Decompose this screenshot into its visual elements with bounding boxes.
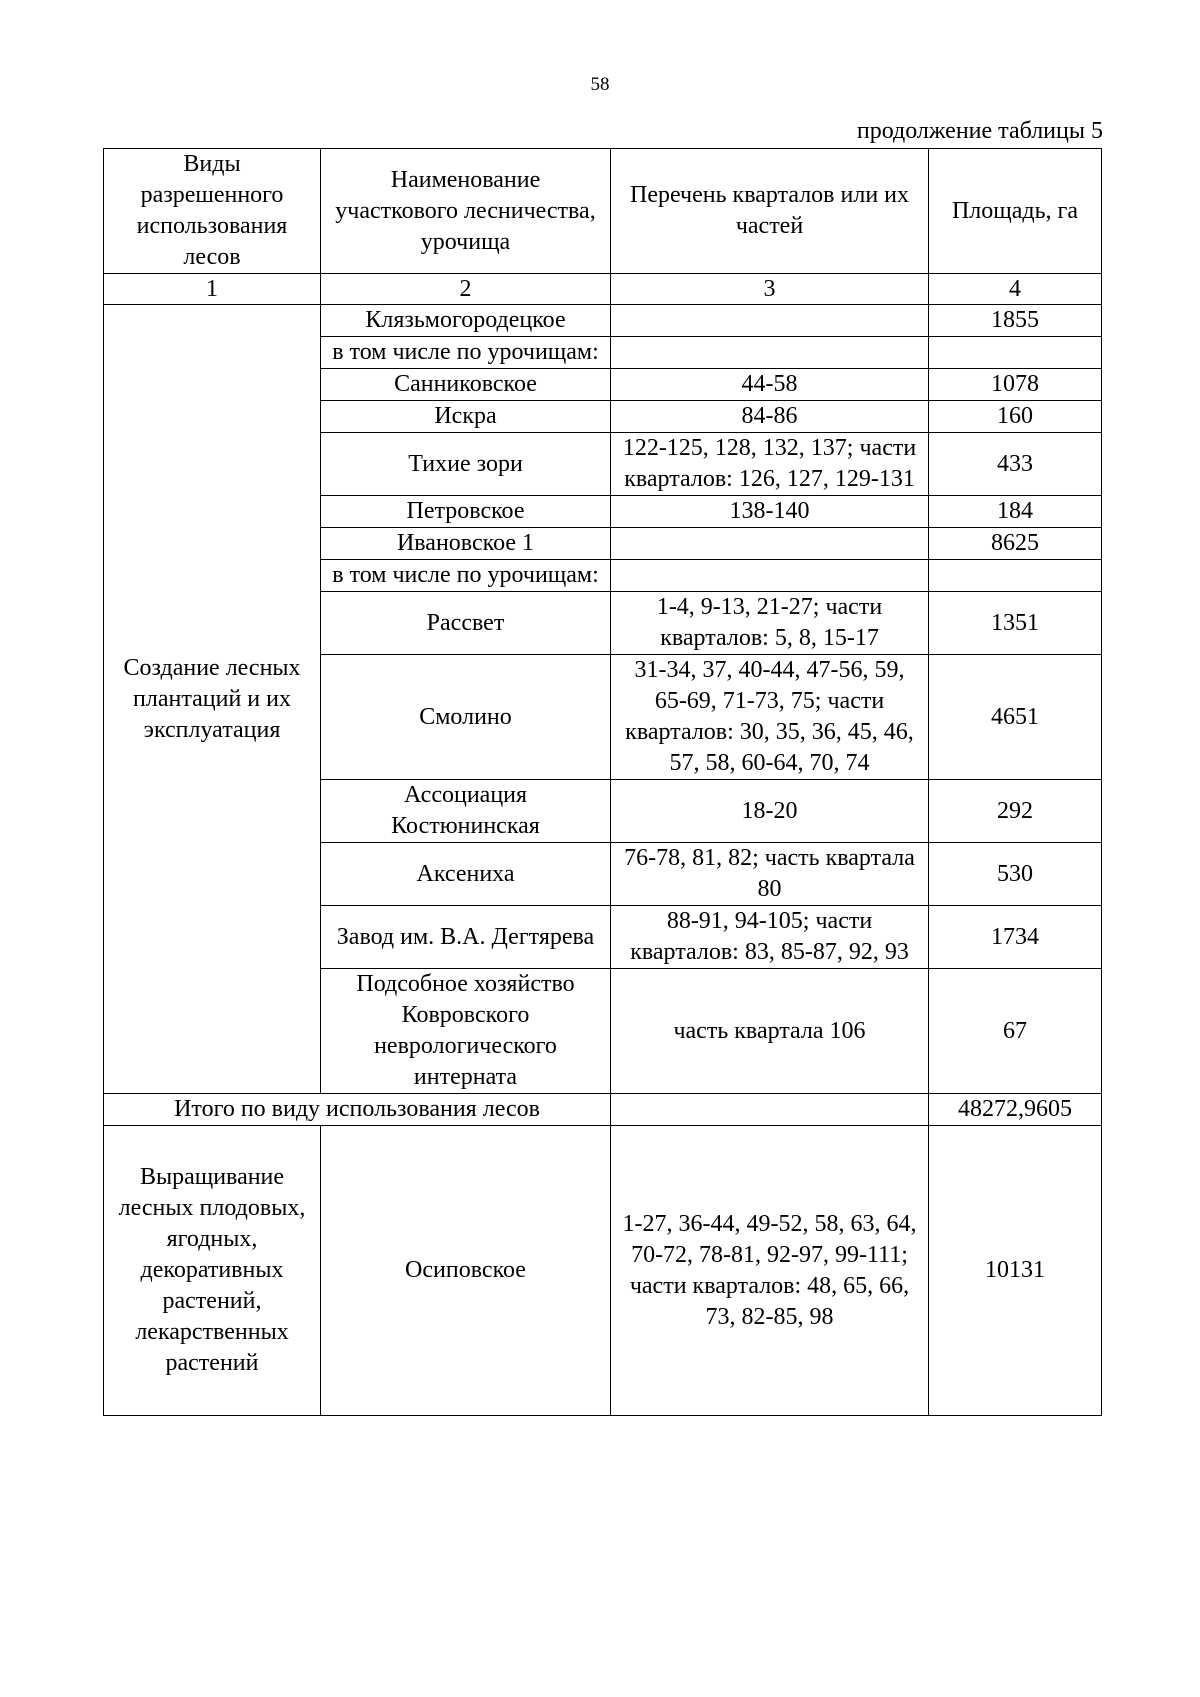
area-cell (929, 337, 1102, 369)
quarters-cell: 18-20 (611, 780, 929, 843)
column-number: 3 (611, 274, 929, 305)
table-row (104, 1126, 1102, 1416)
area-cell: 8625 (929, 528, 1102, 560)
column-number: 2 (321, 274, 611, 305)
forestry-name-cell: Завод им. В.А. Дегтярева (321, 906, 611, 969)
quarters-cell: 1-27, 36-44, 49-52, 58, 63, 64, 70-72, 78-81, 92-97, 99-111; части кварталов: 48, 65, 66, 73, 82-85, 98 (611, 1126, 929, 1416)
header-area: Площадь, га (929, 149, 1102, 274)
forestry-name-cell: Петровское (321, 496, 611, 528)
forestry-name-cell: в том числе по урочищам: (321, 337, 611, 369)
forestry-name-cell: Подсобное хозяйство Ковровского неврологического интерната (321, 969, 611, 1094)
total-label: Итого по виду использования лесов (104, 1094, 611, 1126)
quarters-cell: 138-140 (611, 496, 929, 528)
quarters-cell (611, 560, 929, 592)
forestry-name-cell: Рассвет (321, 592, 611, 655)
page-number: 58 (590, 74, 610, 95)
table-continuation-caption: продолжение таблицы 5 (856, 118, 1103, 144)
quarters-cell: 31-34, 37, 40-44, 47-56, 59, 65-69, 71-73, 75; части кварталов: 30, 35, 36, 45, 46, 57, 58, 60-64, 70, 74 (611, 655, 929, 780)
quarters-cell: 1-4, 9-13, 21-27; части кварталов: 5, 8, 15-17 (611, 592, 929, 655)
quarters-cell: часть квартала 106 (611, 969, 929, 1094)
area-cell: 1734 (929, 906, 1102, 969)
forestry-name-cell: Ивановское 1 (321, 528, 611, 560)
forestry-name-cell: Санниковское (321, 369, 611, 401)
area-cell: 160 (929, 401, 1102, 433)
usage-type-cell: Выращивание лесных плодовых, ягодных, декоративных растений, лекарственных растений (104, 1126, 321, 1416)
area-cell: 530 (929, 843, 1102, 906)
forestry-name-cell: Осиповское (321, 1126, 611, 1416)
area-cell: 10131 (929, 1126, 1102, 1416)
quarters-cell: 88-91, 94-105; части кварталов: 83, 85-87, 92, 93 (611, 906, 929, 969)
quarters-cell: 76-78, 81, 82; часть квартала 80 (611, 843, 929, 906)
quarters-cell: 122-125, 128, 132, 137; части кварталов: 126, 127, 129-131 (611, 433, 929, 496)
quarters-cell (611, 1094, 929, 1126)
forestry-name-cell: Ассоциация Костюнинская (321, 780, 611, 843)
area-cell: 67 (929, 969, 1102, 1094)
column-number: 1 (104, 274, 321, 305)
area-cell: 184 (929, 496, 1102, 528)
column-number: 4 (929, 274, 1102, 305)
forestry-name-cell: Клязьмогородецкое (321, 305, 611, 337)
forestry-name-cell: Аксениха (321, 843, 611, 906)
area-cell: 292 (929, 780, 1102, 843)
header-usage-type: Виды разрешенного использования лесов (104, 149, 321, 274)
area-cell (929, 560, 1102, 592)
area-cell: 1855 (929, 305, 1102, 337)
quarters-cell: 44-58 (611, 369, 929, 401)
forestry-name-cell: в том числе по урочищам: (321, 560, 611, 592)
quarters-cell (611, 528, 929, 560)
area-cell: 4651 (929, 655, 1102, 780)
header-quarters: Перечень кварталов или их частей (611, 149, 929, 274)
forestry-name-cell: Тихие зори (321, 433, 611, 496)
quarters-cell (611, 305, 929, 337)
area-cell: 1078 (929, 369, 1102, 401)
total-row (104, 1094, 1102, 1126)
table-row (104, 305, 1102, 337)
total-area: 48272,9605 (929, 1094, 1102, 1126)
forestry-name-cell: Искра (321, 401, 611, 433)
column-number-row (104, 274, 1102, 305)
forestry-name-cell: Смолино (321, 655, 611, 780)
area-cell: 1351 (929, 592, 1102, 655)
area-cell: 433 (929, 433, 1102, 496)
forest-usage-table (103, 148, 1102, 1416)
header-forestry-name: Наименование участкового лесничества, урочища (321, 149, 611, 274)
quarters-cell: 84-86 (611, 401, 929, 433)
usage-type-cell: Создание лесных плантаций и их эксплуатация (104, 305, 321, 1094)
table-header-row (104, 149, 1102, 274)
quarters-cell (611, 337, 929, 369)
